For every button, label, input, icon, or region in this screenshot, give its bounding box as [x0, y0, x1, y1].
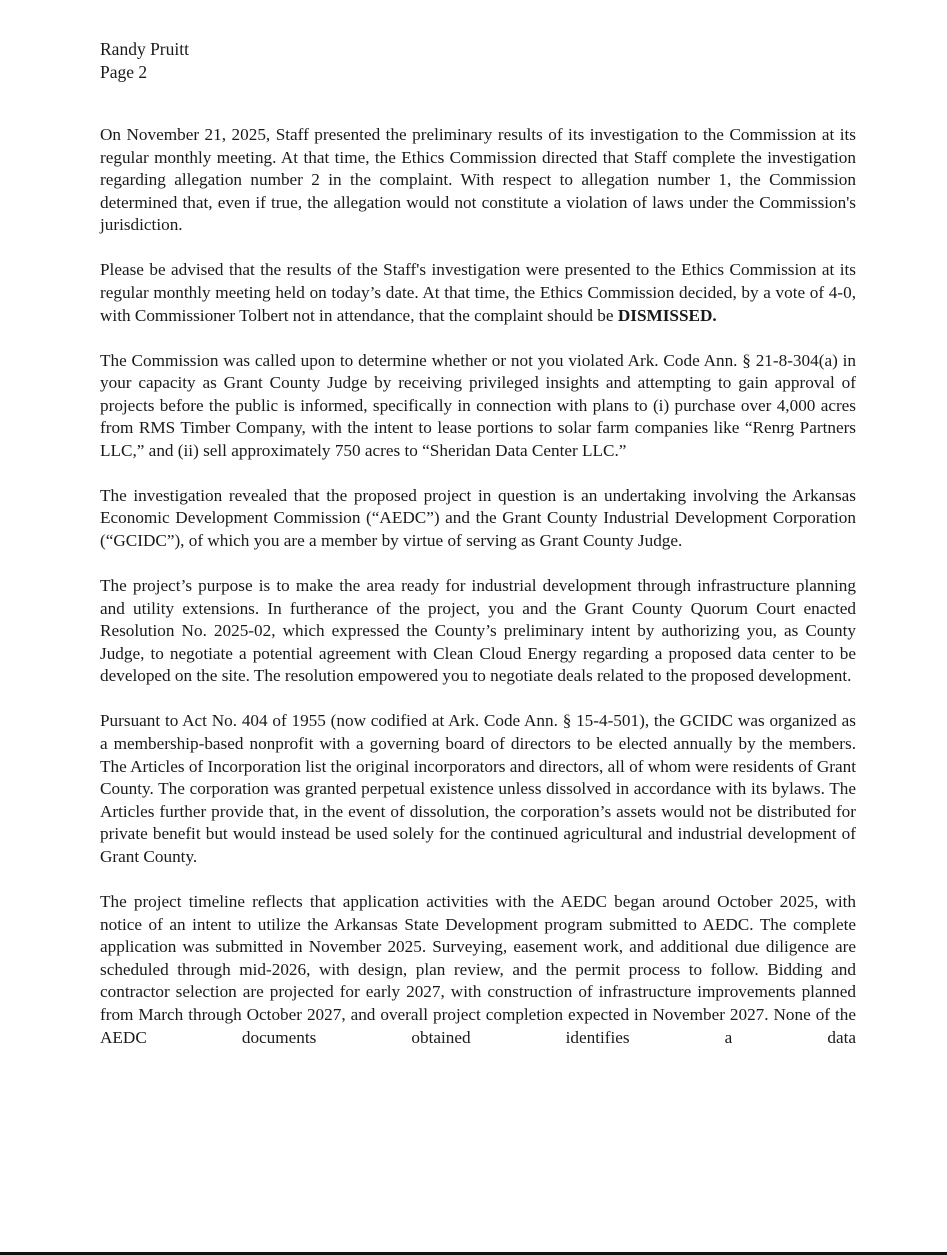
paragraph-investigation-findings: The investigation revealed that the proposed project in question is an undertaking involving the Arkansas Economic Development Commission (“AEDC”) and the Grant County Industrial Development Corporation (“GCIDC”), of which you are a member by virtue of serving as Grant County Judge.	[100, 485, 856, 551]
paragraph-allegation: The Commission was called upon to determine whether or not you violated Ark. Code Ann. § 21-8-304(a) in your capacity as Grant County Judge by receiving privileged insights and attempting to gain approval of projects before the public is informed, specifically in connection with plans to (i) purchase over 4,000 acres from RMS Timber Company, with the intent to lease portions to solar farm companies like “Renrg Partners LLC,” and (ii) sell approximately 750 acres to “Sheridan Data Center LLC.”	[100, 350, 856, 460]
paragraph-project-timeline: The project timeline reflects that application activities with the AEDC began around October 2025, with notice of an intent to utilize the Arkansas State Development program submitted to AEDC. The complete application was submitted in November 2025. Surveying, easement work, and additional due diligence are scheduled through mid-2026, with design, plan review, and the permit process to follow. Bidding and contractor selection are projected for early 2027, with construction of infrastructure improvements planned from March through October 2027, and overall project completion expected in November 2027. None of the AEDC documents obtained identifies a data	[100, 891, 856, 1047]
paragraph-gcidc-organization: Pursuant to Act No. 404 of 1955 (now codified at Ark. Code Ann. § 15-4-501), the GCIDC was organized as a membership-based nonprofit with a governing board of directors to be elected annually by the members. The Articles of Incorporation list the original incorporators and directors, all of whom were residents of Grant County. The corporation was granted perpetual existence unless dissolved in accordance with its bylaws. The Articles further provide that, in the event of dissolution, the corporation’s assets would not be distributed for private benefit but would instead be used solely for the continued agricultural and industrial development of Grant County.	[100, 711, 856, 866]
page-number: Page 2	[100, 62, 148, 82]
letter-body	[100, 124, 856, 1072]
page-header	[100, 38, 189, 84]
paragraph-preliminary-results: On November 21, 2025, Staff presented the preliminary results of its investigation to the Commission at its regular monthly meeting. At that time, the Ethics Commission directed that Staff complete the investigation regarding allegation number 2 in the complaint. With respect to allegation number 1, the Commission determined that, even if true, the allegation would not constitute a violation of laws under the Commission's jurisdiction.	[100, 125, 856, 235]
paragraph-commission-decision	[100, 259, 856, 327]
recipient-name: Randy Pruitt	[100, 39, 189, 59]
dismissed-verdict: DISMISSED.	[617, 305, 717, 325]
paragraph-project-purpose: The project’s purpose is to make the area ready for industrial development through infrastructure planning and utility extensions. In furtherance of the project, you and the Grant County Quorum Court enacted Resolution No. 2025-02, which expressed the County’s preliminary intent by authorizing you, as County Judge, to negotiate a potential agreement with Clean Cloud Energy regarding a proposed data center to be developed on the site. The resolution empowered you to negotiate deals related to the proposed development.	[100, 576, 856, 686]
decision-text: Please be advised that the results of the Staff's investigation were presented to the Ethics Commission at its regular monthly meeting held on today’s date. At that time, the Ethics Commission decided, by a vote of 4-0, with Commissioner Tolbert not in attendance, that the complaint should be	[100, 260, 856, 325]
